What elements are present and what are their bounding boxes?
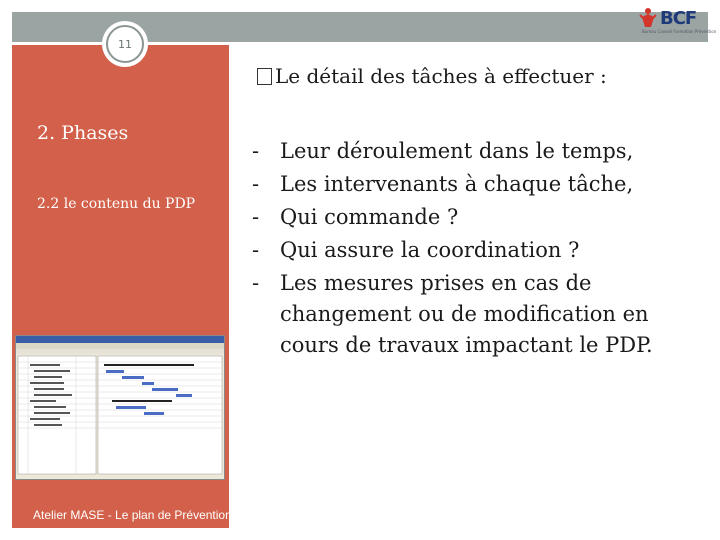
dash-marker: - <box>252 238 260 262</box>
section-title: 2. Phases <box>37 122 129 144</box>
dash-marker: - <box>252 271 260 295</box>
checkbox-bullet-icon <box>257 68 272 85</box>
list-item <box>252 169 692 200</box>
bullet-text: Les mesures prises en cas de changement ou de modification en cours de travaux impactant le PDP. <box>280 271 653 357</box>
subsection-title: 2.2 le contenu du PDP <box>37 196 196 212</box>
gantt-chart-image <box>16 336 224 479</box>
list-item <box>252 136 692 167</box>
slide-number: 11 <box>118 37 132 51</box>
bullet-text: Qui assure la coordination ? <box>280 238 580 262</box>
slide-heading <box>257 64 607 88</box>
list-item <box>252 235 692 266</box>
logo-tagline: Bureau Conseil Formation Prévention <box>642 29 717 34</box>
bullet-text: Leur déroulement dans le temps, <box>280 139 634 163</box>
dash-marker: - <box>252 139 260 163</box>
bullet-text: Les intervenants à chaque tâche, <box>280 172 634 196</box>
dash-marker: - <box>252 205 260 229</box>
gantt-screenshot-image <box>15 335 225 480</box>
list-item <box>252 268 692 361</box>
dash-marker: - <box>252 172 260 196</box>
footer-text: Atelier MASE - Le plan de Prévention <box>33 508 232 522</box>
slide-number-ring <box>106 25 144 63</box>
bullet-list <box>252 136 692 363</box>
logo-text: BCF <box>660 8 697 29</box>
heading-text: Le détail des tâches à effectuer : <box>275 64 607 88</box>
bullet-text: Qui commande ? <box>280 205 459 229</box>
list-item <box>252 202 692 233</box>
